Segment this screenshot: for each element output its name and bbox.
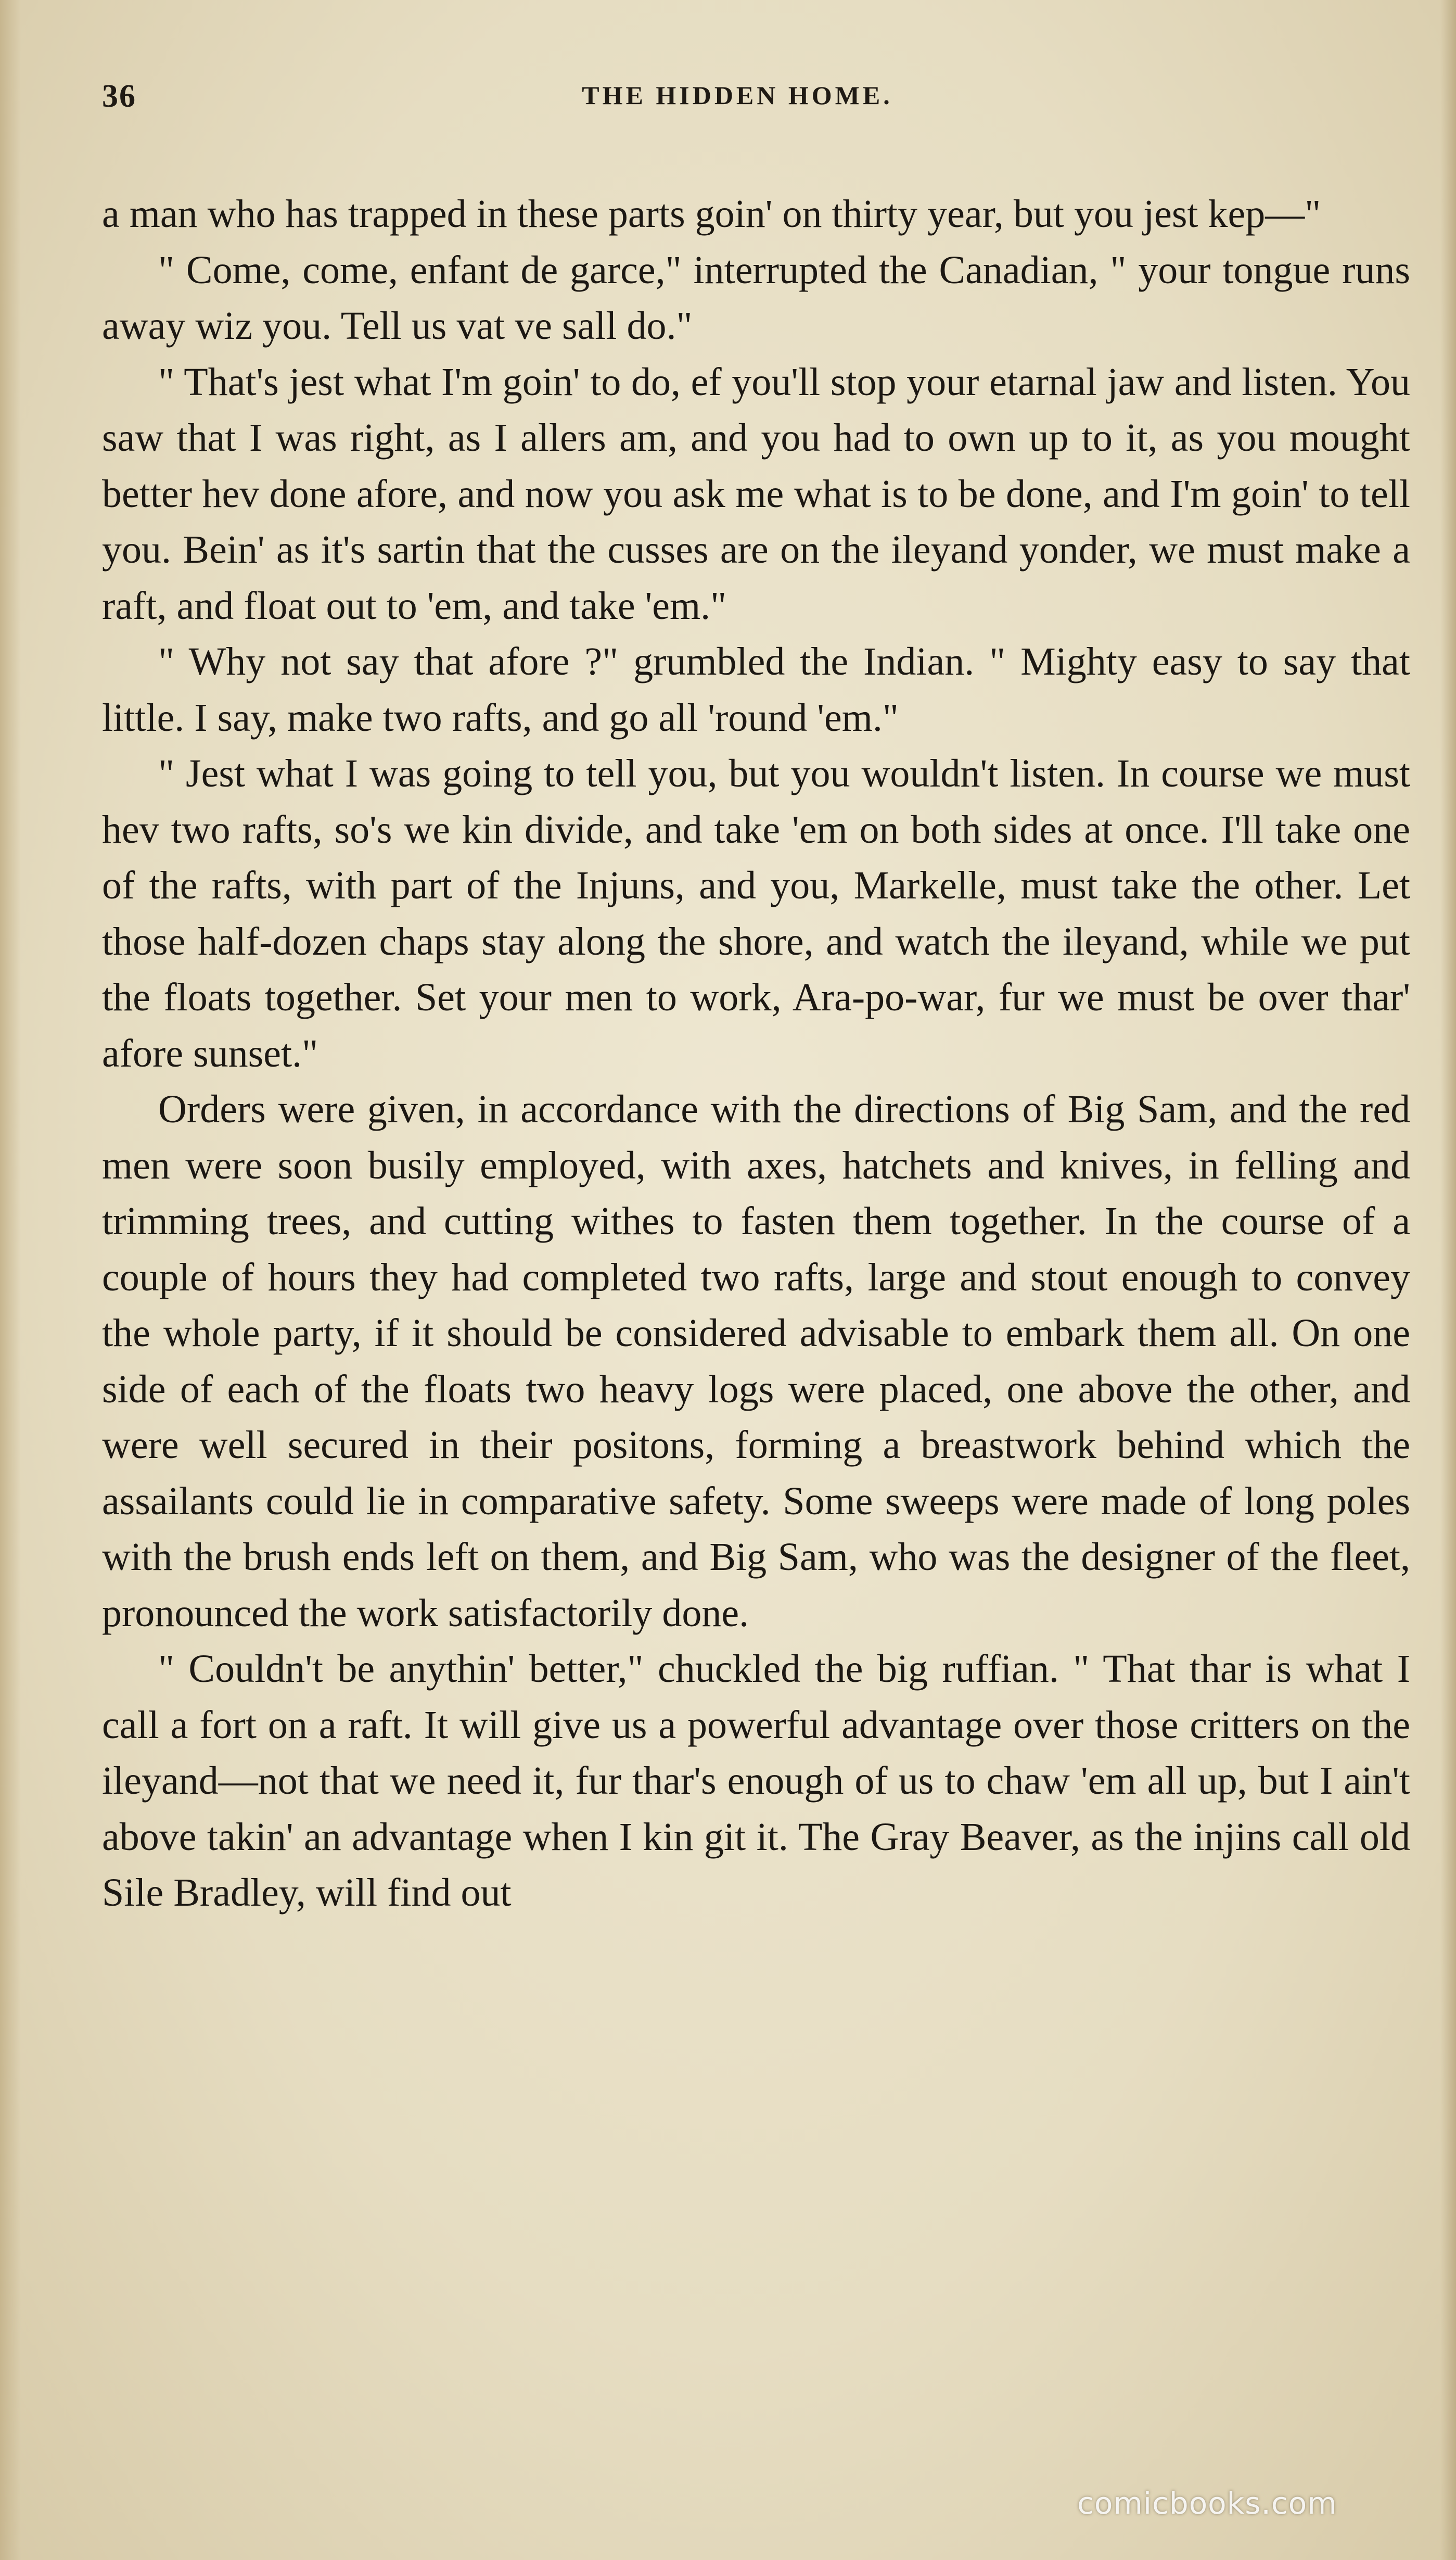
page-title: THE HIDDEN HOME. [582,81,893,110]
paragraph: " Jest what I was going to tell you, but you wouldn't listen. In course we must hev two rafts, so's we kin divide, and take 'em on both sides at once. I'll take one of the rafts, with part of the Injuns, and you, Markelle, must take the other. Let those half-dozen chaps stay along the shore, and watch the ileyand, while we put the floats together. Set your men to work, Ara-po-war, fur we must be over thar' afore sunset." [102,752,1410,1075]
page-right-shadow [1440,0,1456,2560]
watermark-text: comicbooks.com [1077,2486,1337,2521]
page-left-shadow [0,0,21,2560]
page-number: 36 [102,79,136,114]
running-head [102,78,1373,120]
paragraph: " Come, come, enfant de garce," interrupted the Canadian, " your tongue runs away wiz you. Tell us vat ve sall do." [102,248,1410,348]
paragraph: " That's jest what I'm goin' to do, ef you'll stop your etarnal jaw and listen. You saw that I was right, as I allers am, and you had to own up to it, as you mought better hev done afore, and now you ask me what is to be done, and I'm goin' to tell you. Bein' as it's sartin that the cusses are on the ileyand yonder, we must make a raft, and float out to 'em, and take 'em." [102,360,1410,628]
paragraph: Orders were given, in accordance with the directions of Big Sam, and the red men were soon busily employed, with axes, hatchets and knives, in felling and trimming trees, and cutting withes to fasten them together. In the course of a couple of hours they had completed two rafts, large and stout enough to convey the whole party, if it should be considered advisable to embark them all. On one side of each of the floats two heavy logs were placed, one above the other, and were well secured in their positons, forming a breastwork behind which the assailants could lie in comparative safety. Some sweeps were made of long poles with the brush ends left on them, and Big Sam, who was the designer of the fleet, pronounced the work satisfactorily done. [102,1087,1410,1635]
paragraph: a man who has trapped in these parts goin' on thirty year, but you jest kep—" [102,192,1321,236]
paragraph: " Why not say that afore ?" grumbled the Indian. " Mighty easy to say that little. I say, make two rafts, and go all 'round 'em." [102,640,1410,740]
paragraph: " Couldn't be anythin' better," chuckled the big ruffian. " That thar is what I call a fort on a raft. It will give us a powerful advantage over those critters on the ileyand—not that we need it, fur thar's enough of us to chaw 'em all up, but I ain't above takin' an advantage when I kin git it. The Gray Beaver, as the injins call old Sile Bradley, will find out [102,1647,1410,1915]
body-text [102,186,1410,1921]
